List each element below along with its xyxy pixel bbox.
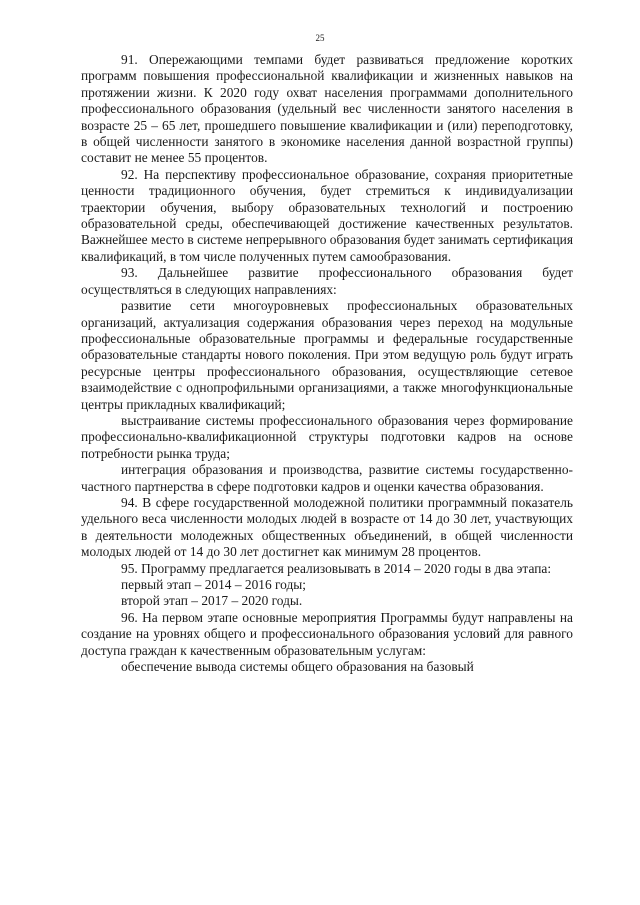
paragraph-96: 96. На первом этапе основные мероприятия Программы будут направлены на создание на уровнях общего и профессионального образования условий для равного доступа граждан к качественным образовательным услугам: (81, 609, 573, 658)
body-text (81, 52, 573, 675)
paragraph-93-item-structure: выстраивание системы профессионального образования через формирование профессионально-квалификационной структуры подготовки кадров на основе потребности рынка труда; (81, 412, 573, 461)
paragraph-93: 93. Дальнейшее развитие профессионального образования будет осуществляться в следующих направлениях: (81, 265, 573, 297)
paragraph-94: 94. В сфере государственной молодежной политики программный показатель удельного веса численности молодых людей в возрасте от 14 до 30 лет, участвующих в деятельности молодежных общественных объединений, в общей численности молодых людей от 14 до 30 лет достигнет как минимум 28 процентов. (81, 494, 573, 560)
page-number: 25 (315, 33, 325, 43)
paragraph-95-stage-two: второй этап – 2017 – 2020 годы. (121, 593, 303, 609)
paragraph-96-item-general-education: обеспечение вывода системы общего образования на базовый (121, 659, 474, 675)
paragraph-93-item-network: развитие сети многоуровневых профессиональных образовательных организаций, актуализация содержания образования через переход на модульные профессиональные образовательные программы и федеральные государственные образовательные стандарты нового поколения. При этом ведущую роль будут играть ресурсные центры профессионального образования, осуществляющие сетевое взаимодействие с однопрофильными организациями, а также многофункциональные центры прикладных квалификаций; (81, 298, 573, 412)
paragraph-92: 92. На перспективу профессиональное образование, сохраняя приоритетные ценности традиционного обучения, будет стремиться к индивидуализации траектории обучения, выбору образовательных технологий и построению образовательной среды, обеспечивающей достижение качественных результатов. Важнейшее место в системе непрерывного образования будет занимать сертификация квалификаций, в том числе полученных путем самообразования. (81, 166, 573, 264)
paragraph-91: 91. Опережающими темпами будет развиваться предложение коротких программ повышения профессиональной квалификации и жизненных навыков на протяжении жизни. К 2020 году охват населения программами дополнительного профессионального образования (удельный вес численности занятого населения в возрасте 25 – 65 лет, прошедшего повышение квалификации и (или) переподготовку, в общей численности занятого в экономике населения данной возрастной группы) составит не менее 55 процентов. (81, 52, 573, 166)
paragraph-95-stage-one: первый этап – 2014 – 2016 годы; (121, 577, 307, 592)
paragraph-95: 95. Программу предлагается реализовывать в 2014 – 2020 годы в два этапа: (121, 560, 552, 576)
paragraph-93-item-integration: интеграция образования и производства, развитие системы государственно-частного партнерства в сфере подготовки кадров и оценки качества образования. (81, 462, 573, 494)
